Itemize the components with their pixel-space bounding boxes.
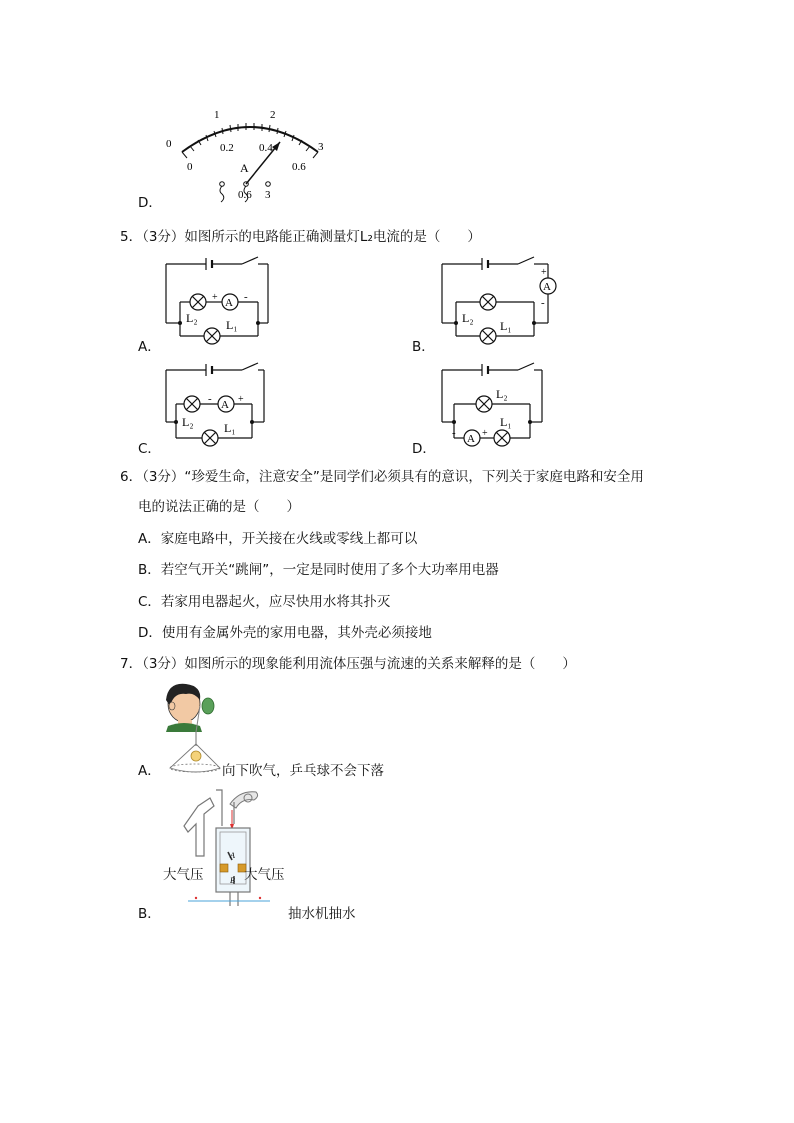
dial-ticks (182, 123, 318, 158)
piston-valve-left (220, 864, 228, 872)
valve-label-b: B (230, 876, 235, 885)
q7-option-b-label: B． (138, 906, 161, 922)
q5-option-c: C． (138, 441, 161, 457)
q5-option-d: D． (412, 441, 436, 457)
circuit-a-plus: + (212, 292, 218, 303)
terminal-label-3: 3 (265, 189, 271, 201)
q7-option-a-caption: 向下吹气，乒乓球不会下落 (222, 763, 384, 779)
funnel-mouth (202, 698, 214, 714)
circuit-b-minus: - (541, 297, 545, 309)
wire-left (220, 186, 224, 202)
q6-question-line1: 6．（3分）“珍爱生命，注意安全”是同学们必须具有的意识，下列关于家庭电路和安全用 (120, 469, 644, 485)
terminal-left (220, 182, 225, 187)
blowing-funnel-illustration (160, 680, 222, 780)
circuit-b-plus: + (541, 267, 547, 278)
circuit-d (438, 360, 550, 456)
circuit-d-ammeter: A (467, 433, 475, 445)
boy-ear (169, 702, 175, 710)
circuit-a-l1: L₁ (226, 318, 238, 332)
ping-pong-ball (191, 751, 201, 761)
circuit-b-ammeter: A (543, 281, 551, 293)
terminal-label-06: 0.6 (238, 189, 252, 201)
circuit-d-plus: + (482, 428, 488, 439)
q7-option-b-caption: 抽水机抽水 (288, 906, 356, 922)
circuit-a-l2: L₂ (186, 311, 198, 325)
q7-question: 7．（3分）如图所示的现象能利用流体压强与流速的关系来解释的是（ ） (120, 656, 576, 672)
circuit-d-minus: - (452, 427, 456, 439)
circuit-c-l1: L₁ (224, 421, 236, 435)
outer-scale-1: 1 (214, 109, 220, 121)
dial-arc (182, 127, 318, 152)
pump-spout (184, 798, 214, 856)
q6-question-line2: 电的说法正确的是（ ） (138, 499, 300, 515)
outer-scale-2: 2 (270, 109, 276, 121)
circuit-c-plus: + (238, 394, 244, 405)
q4-option-d-label: D． (138, 195, 162, 211)
circuit-a-ammeter: A (225, 297, 233, 309)
dial-unit-label: A (240, 161, 249, 175)
pump-label-left: 大气压 (163, 867, 204, 883)
inner-scale-0: 0 (187, 161, 193, 173)
circuit-b-l2: L₂ (462, 311, 474, 325)
circuit-d-l1: L₁ (500, 415, 512, 429)
valve-label-a: A (230, 851, 235, 860)
circuit-c (162, 360, 274, 456)
inner-scale-02: 0.2 (220, 142, 234, 154)
circuit-c-l2: L₂ (182, 415, 194, 429)
q6-option-a: A．家庭电路中，开关接在火线或零线上都可以 (138, 531, 418, 547)
outer-scale-3: 3 (318, 141, 324, 153)
q5-option-a: A． (138, 339, 161, 355)
circuit-c-ammeter: A (221, 399, 229, 411)
q7-option-a-label: A． (138, 763, 161, 779)
circuit-a-minus: - (244, 291, 248, 303)
ammeter-dial-figure (160, 100, 340, 210)
circuit-b (438, 254, 563, 350)
inner-scale-04: 0.4 (259, 142, 273, 154)
circuit-d-l2: L₂ (496, 387, 508, 401)
inner-scale-06: 0.6 (292, 161, 306, 173)
pump-label-right: 大气压 (244, 867, 285, 883)
q5-question: 5．（3分）如图所示的电路能正确测量灯L₂电流的是（ ） (120, 229, 481, 245)
circuit-a (162, 254, 274, 350)
circuit-b-l1: L₁ (500, 319, 512, 333)
q6-option-b: B．若空气开关“跳闸”，一定是同时使用了多个大功率用电器 (138, 562, 499, 578)
outer-scale-0: 0 (166, 138, 172, 150)
q5-option-b: B． (412, 339, 435, 355)
water-pump-illustration (160, 786, 290, 910)
q6-option-c: C．若家用电器起火，应尽快用水将其扑灭 (138, 594, 391, 610)
circuit-c-minus: - (208, 393, 212, 405)
terminal-right (266, 182, 271, 187)
q6-option-d: D．使用有金属外壳的家用电器，其外壳必须接地 (138, 625, 432, 641)
